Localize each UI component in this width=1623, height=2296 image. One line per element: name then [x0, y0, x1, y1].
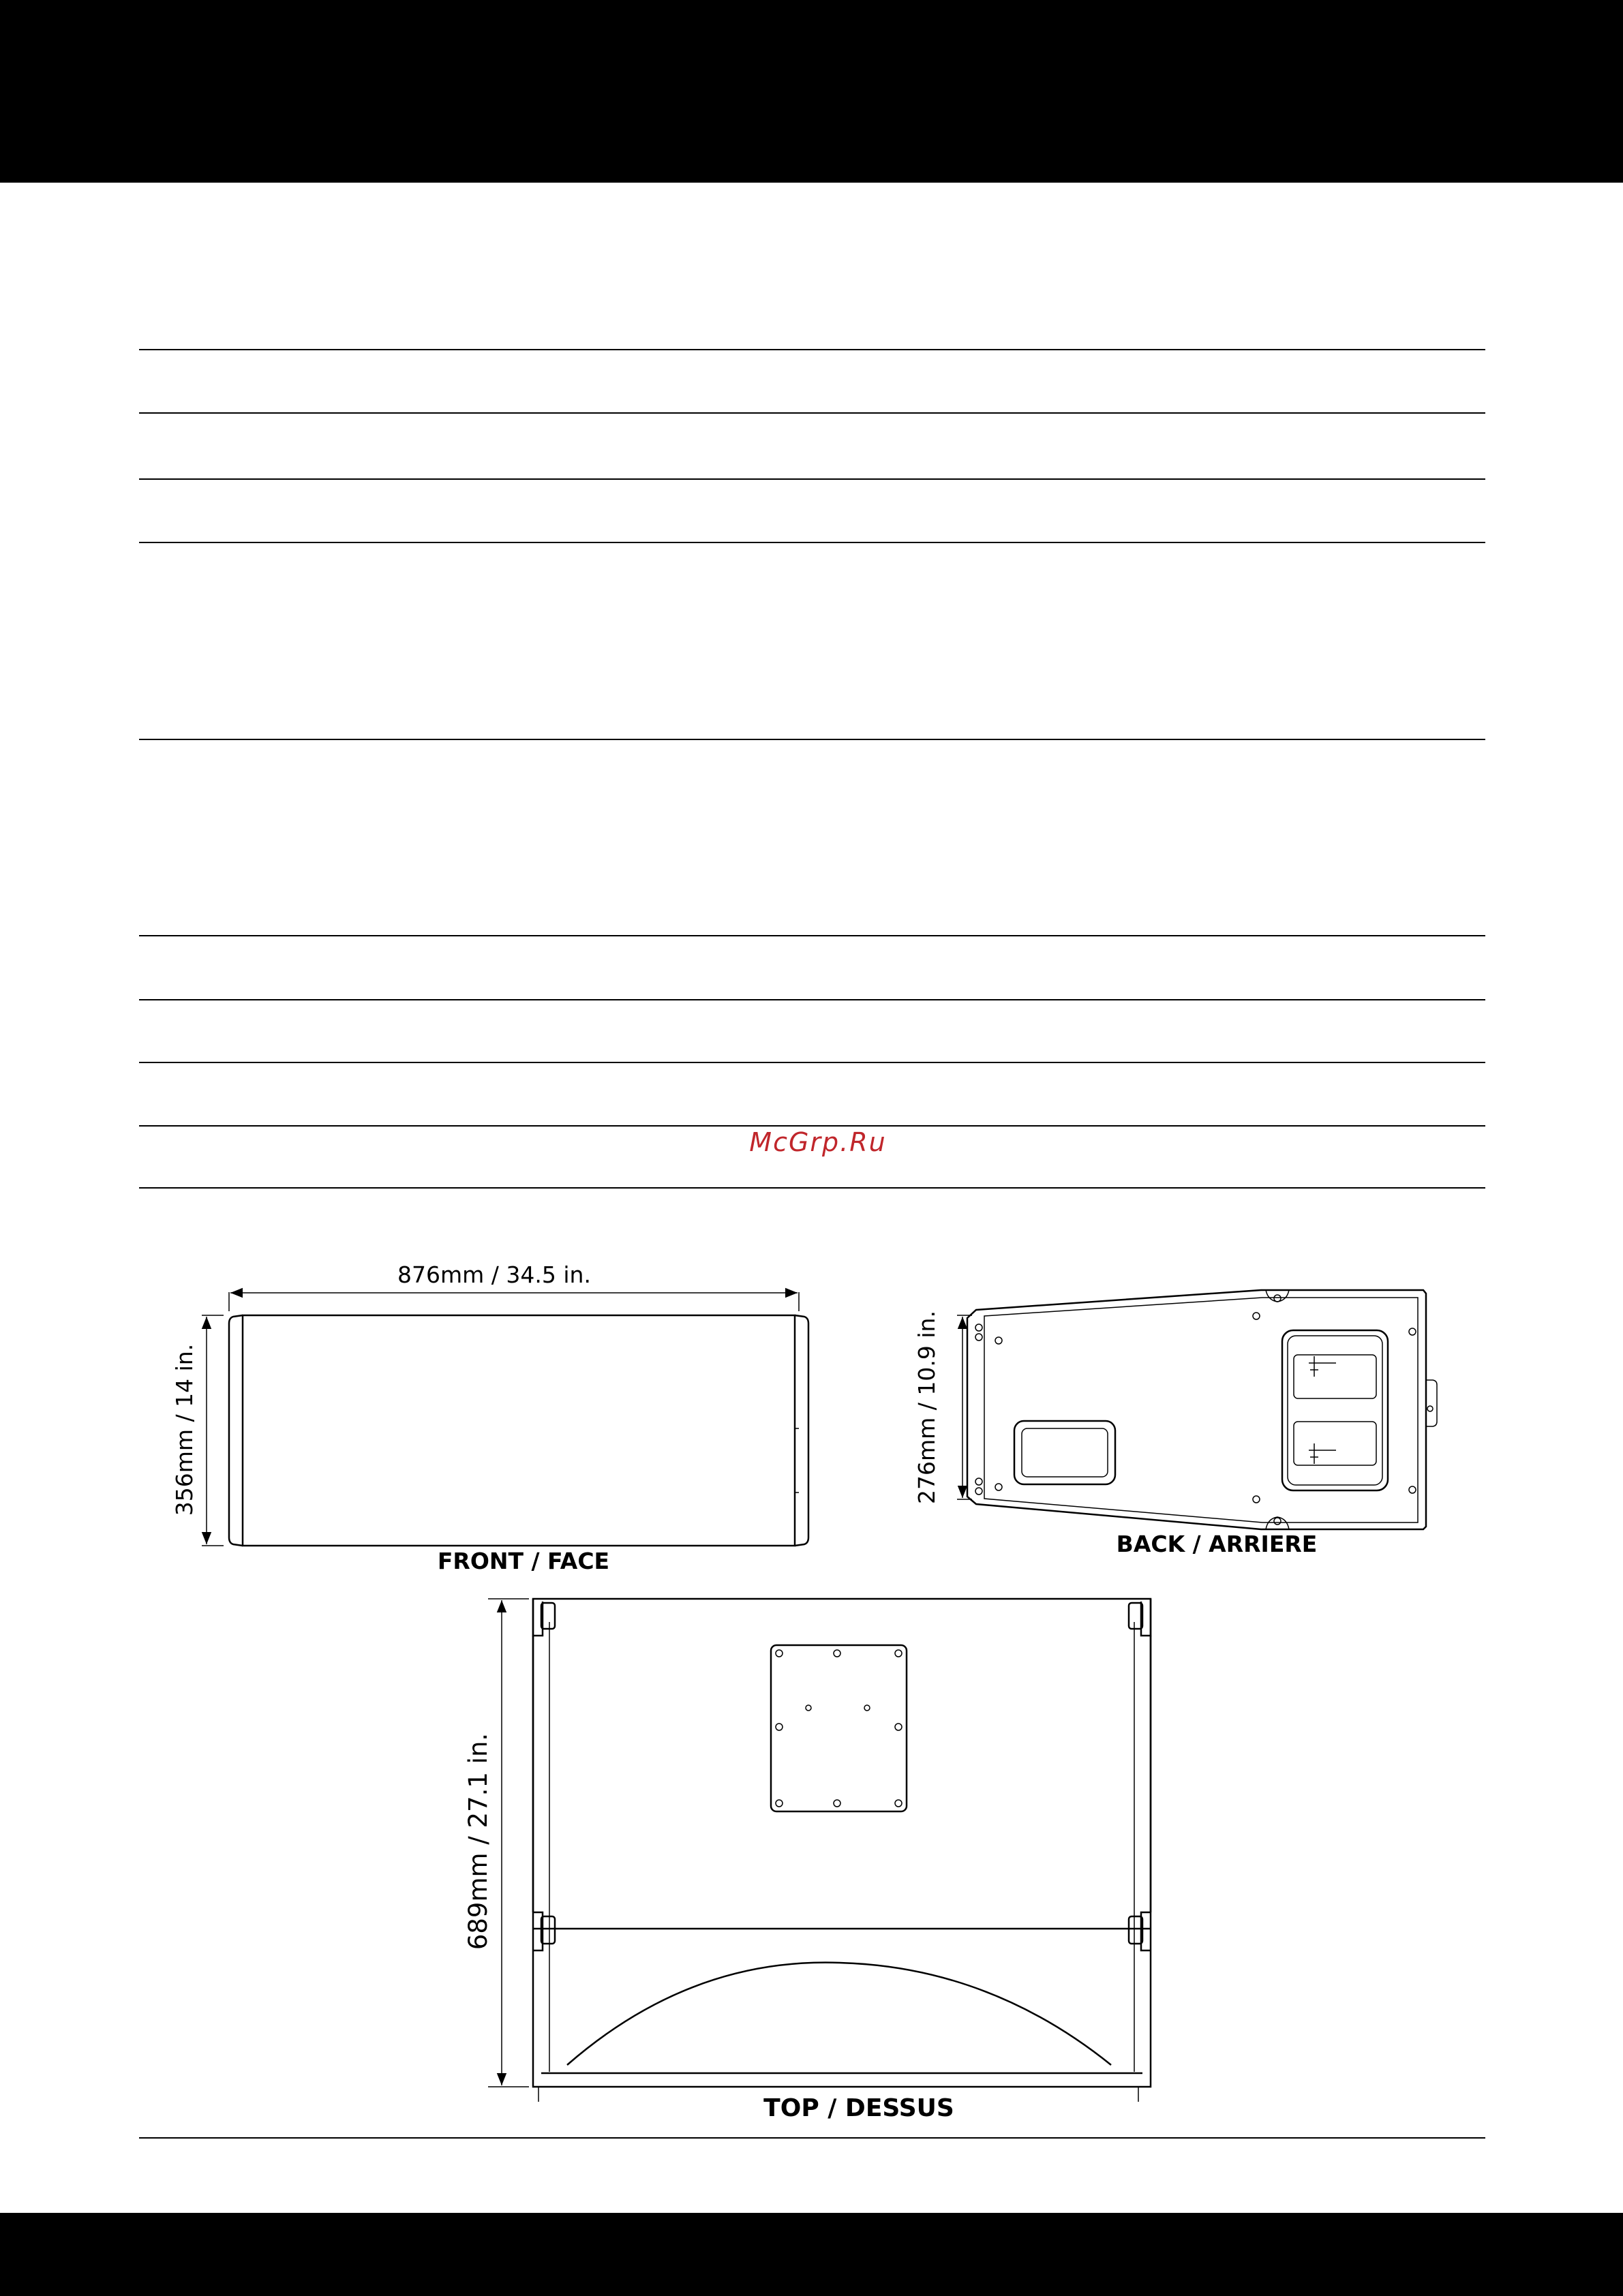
footer-band [0, 2213, 1623, 2296]
watermark: McGrp.Ru [749, 1127, 887, 1157]
back-caption: BACK / ARRIERE [1116, 1531, 1318, 1557]
back-view-drawing [957, 1290, 1437, 1529]
top-depth-dimension: 689mm / 27.1 in. [464, 1732, 493, 1950]
top-caption: TOP / DESSUS [763, 2094, 954, 2122]
front-view-drawing [202, 1292, 808, 1546]
front-caption: FRONT / FACE [437, 1548, 610, 1574]
front-height-dimension: 356mm / 14 in. [171, 1343, 198, 1516]
top-view-drawing [488, 1599, 1151, 2102]
back-height-dimension: 276mm / 10.9 in. [913, 1311, 940, 1504]
front-width-dimension: 876mm / 34.5 in. [397, 1261, 591, 1288]
